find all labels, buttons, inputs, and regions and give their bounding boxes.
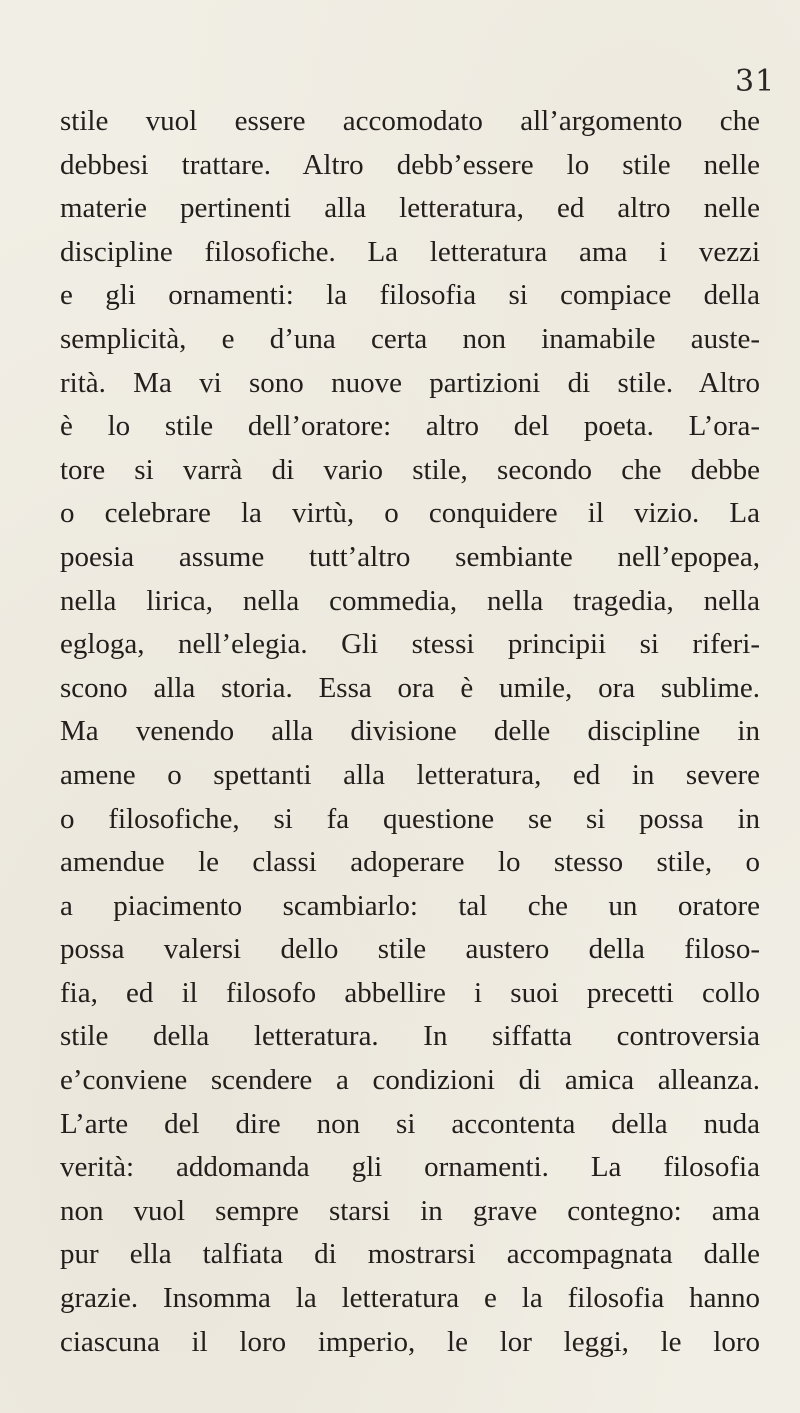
text-line: non vuol sempre starsi in grave contegno: ama xyxy=(60,1194,760,1227)
text-line: a piacimento scambiarlo: tal che un oratore xyxy=(60,889,760,922)
text-line: materie pertinenti alla letteratura, ed altro nelle xyxy=(60,192,760,225)
page-number: 31 xyxy=(735,64,776,99)
text-line: scono alla storia. Essa ora è umile, ora sublime. xyxy=(60,671,760,704)
text-line: e gli ornamenti: la filosofia si compiace della xyxy=(60,279,760,312)
text-line: amene o spettanti alla letteratura, ed in severe xyxy=(60,758,760,791)
text-line: ciascuna il loro imperio, le lor leggi, le loro xyxy=(60,1325,760,1358)
text-line: fia, ed il filosofo abbellire i suoi precetti collo xyxy=(60,976,760,1009)
text-line: discipline filosofiche. La letteratura ama i vezzi xyxy=(60,235,760,268)
text-line: poesia assume tutt’altro sembiante nell’epopea, xyxy=(60,540,760,573)
text-line: semplicità, e d’una certa non inamabile auste- xyxy=(60,322,760,355)
text-line: amendue le classi adoperare lo stesso stile, o xyxy=(60,846,760,879)
text-line: L’arte del dire non si accontenta della nuda xyxy=(60,1107,760,1140)
body-text xyxy=(60,100,760,1364)
text-line: egloga, nell’elegia. Gli stessi principii si riferi- xyxy=(60,628,760,661)
text-line: pur ella talfiata di mostrarsi accompagnata dalle xyxy=(60,1238,760,1271)
text-line: o celebrare la virtù, o conquidere il vizio. La xyxy=(60,497,760,530)
text-line: stile della letteratura. In siffatta controversia xyxy=(60,1020,760,1053)
text-line: o filosofiche, si fa questione se si possa in xyxy=(60,802,760,835)
text-line: stile vuol essere accomodato all’argomento che xyxy=(60,105,760,137)
text-line: è lo stile dell’oratore: altro del poeta. L’ora- xyxy=(60,410,760,443)
text-line: verità: addomanda gli ornamenti. La filosofia xyxy=(60,1151,760,1184)
text-line: Ma venendo alla divisione delle discipline in xyxy=(60,715,760,748)
text-line: grazie. Insomma la letteratura e la filosofia hanno xyxy=(60,1282,760,1315)
text-line: possa valersi dello stile austero della filoso- xyxy=(60,933,760,966)
text-line: rità. Ma vi sono nuove partizioni di stile. Altro xyxy=(60,366,760,399)
text-line: e’conviene scendere a condizioni di amica alleanza. xyxy=(60,1064,760,1097)
text-line: debbesi trattare. Altro debb’essere lo stile nelle xyxy=(60,148,760,181)
text-line: nella lirica, nella commedia, nella tragedia, nella xyxy=(60,584,760,617)
text-line: tore si varrà di vario stile, secondo che debbe xyxy=(60,453,760,486)
